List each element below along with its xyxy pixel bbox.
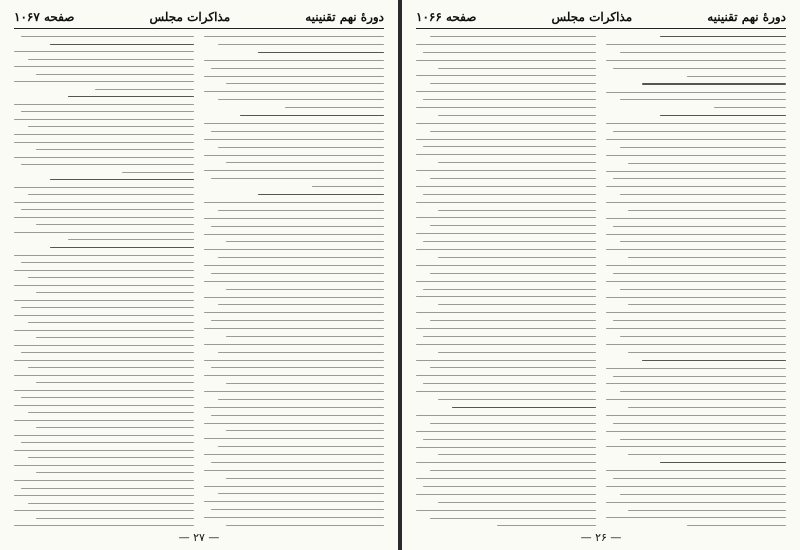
left-page-section: مذاکرات مجلس (149, 10, 231, 24)
right-page-section: مذاکرات مجلس (551, 10, 633, 24)
left-page-column-1 (14, 32, 194, 526)
right-page-column-1 (416, 32, 596, 526)
left-page-column-2 (204, 32, 384, 526)
right-page-session: دورهٔ نهم تقنینیه (707, 10, 786, 24)
left-page-header (14, 6, 384, 29)
right-page-columns (416, 32, 786, 526)
right-page-column-2 (606, 32, 786, 526)
left-page-number: صفحه ۱۰۶۷ (14, 10, 75, 24)
left-page (0, 0, 398, 550)
right-page-footer: — ۲۶ — (580, 531, 622, 544)
left-page-footer: — ۲۷ — (178, 531, 220, 544)
right-page-number: صفحه ۱۰۶۶ (416, 10, 477, 24)
left-page-columns (14, 32, 384, 526)
right-page-header (416, 6, 786, 29)
right-page (402, 0, 800, 550)
left-page-session: دورهٔ نهم تقنینیه (305, 10, 384, 24)
